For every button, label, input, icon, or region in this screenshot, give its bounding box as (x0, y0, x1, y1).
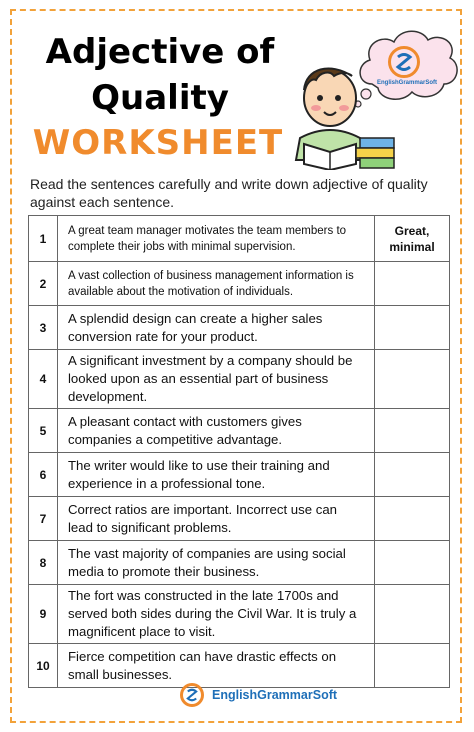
table-row (29, 453, 450, 497)
table-row (29, 350, 450, 409)
table-row (29, 262, 450, 306)
answer-cell[interactable] (375, 350, 450, 409)
row-number: 1 (29, 216, 58, 262)
answer-cell[interactable] (375, 306, 450, 350)
row-number: 10 (29, 644, 58, 688)
table-row (29, 585, 450, 644)
row-number: 7 (29, 497, 58, 541)
row-sentence: A great team manager motivates the team members to complete their jobs with minimal supervision. (58, 216, 375, 262)
answer-cell[interactable]: Great, minimal (375, 216, 450, 262)
row-number: 8 (29, 541, 58, 585)
bubble-brand-name: EnglishGrammarSoft (376, 80, 437, 86)
reading-kid-illustration (290, 60, 400, 170)
table-row (29, 497, 450, 541)
title-worksheet: WORKSHEET (32, 123, 284, 163)
answer-cell[interactable] (375, 409, 450, 453)
table-row (29, 306, 450, 350)
footer-brand-name: EnglishGrammarSoft (212, 688, 338, 702)
answer-cell[interactable] (375, 262, 450, 306)
row-sentence: A splendid design can create a higher sales conversion rate for your product. (58, 306, 375, 350)
row-number: 9 (29, 585, 58, 644)
table-row (29, 644, 450, 688)
row-sentence: The fort was constructed in the late 1700s and served both sides during the Civil War. It is truly a magnificent place to visit. (58, 585, 375, 644)
row-sentence: A vast collection of business management information is available about the motivation of individuals. (58, 262, 375, 306)
answer-cell[interactable] (375, 585, 450, 644)
row-number: 5 (29, 409, 58, 453)
table-row (29, 216, 450, 262)
row-number: 4 (29, 350, 58, 409)
row-sentence: Correct ratios are important. Incorrect use can lead to significant problems. (58, 497, 375, 541)
title-line-1: Adjective of (45, 32, 275, 72)
answer-cell[interactable] (375, 497, 450, 541)
row-sentence: The writer would like to use their training and experience in a professional tone. (58, 453, 375, 497)
title-line-2: Quality (91, 78, 229, 118)
worksheet-table (28, 215, 450, 688)
answer-cell[interactable] (375, 453, 450, 497)
row-number: 2 (29, 262, 58, 306)
table-row (29, 541, 450, 585)
row-sentence: A pleasant contact with customers gives companies a competitive advantage. (58, 409, 375, 453)
footer-logo-icon (180, 683, 204, 707)
row-number: 6 (29, 453, 58, 497)
row-sentence: The vast majority of companies are using social media to promote their business. (58, 541, 375, 585)
row-sentence: A significant investment by a company should be looked upon as an essential part of business development. (58, 350, 375, 409)
table-row (29, 409, 450, 453)
answer-cell[interactable] (375, 644, 450, 688)
answer-cell[interactable] (375, 541, 450, 585)
row-sentence: Fierce competition can have drastic effects on small businesses. (58, 644, 375, 688)
instructions-text: Read the sentences carefully and write down adjective of quality against each sentence. (30, 176, 428, 210)
row-number: 3 (29, 306, 58, 350)
footer-brand (180, 682, 337, 708)
